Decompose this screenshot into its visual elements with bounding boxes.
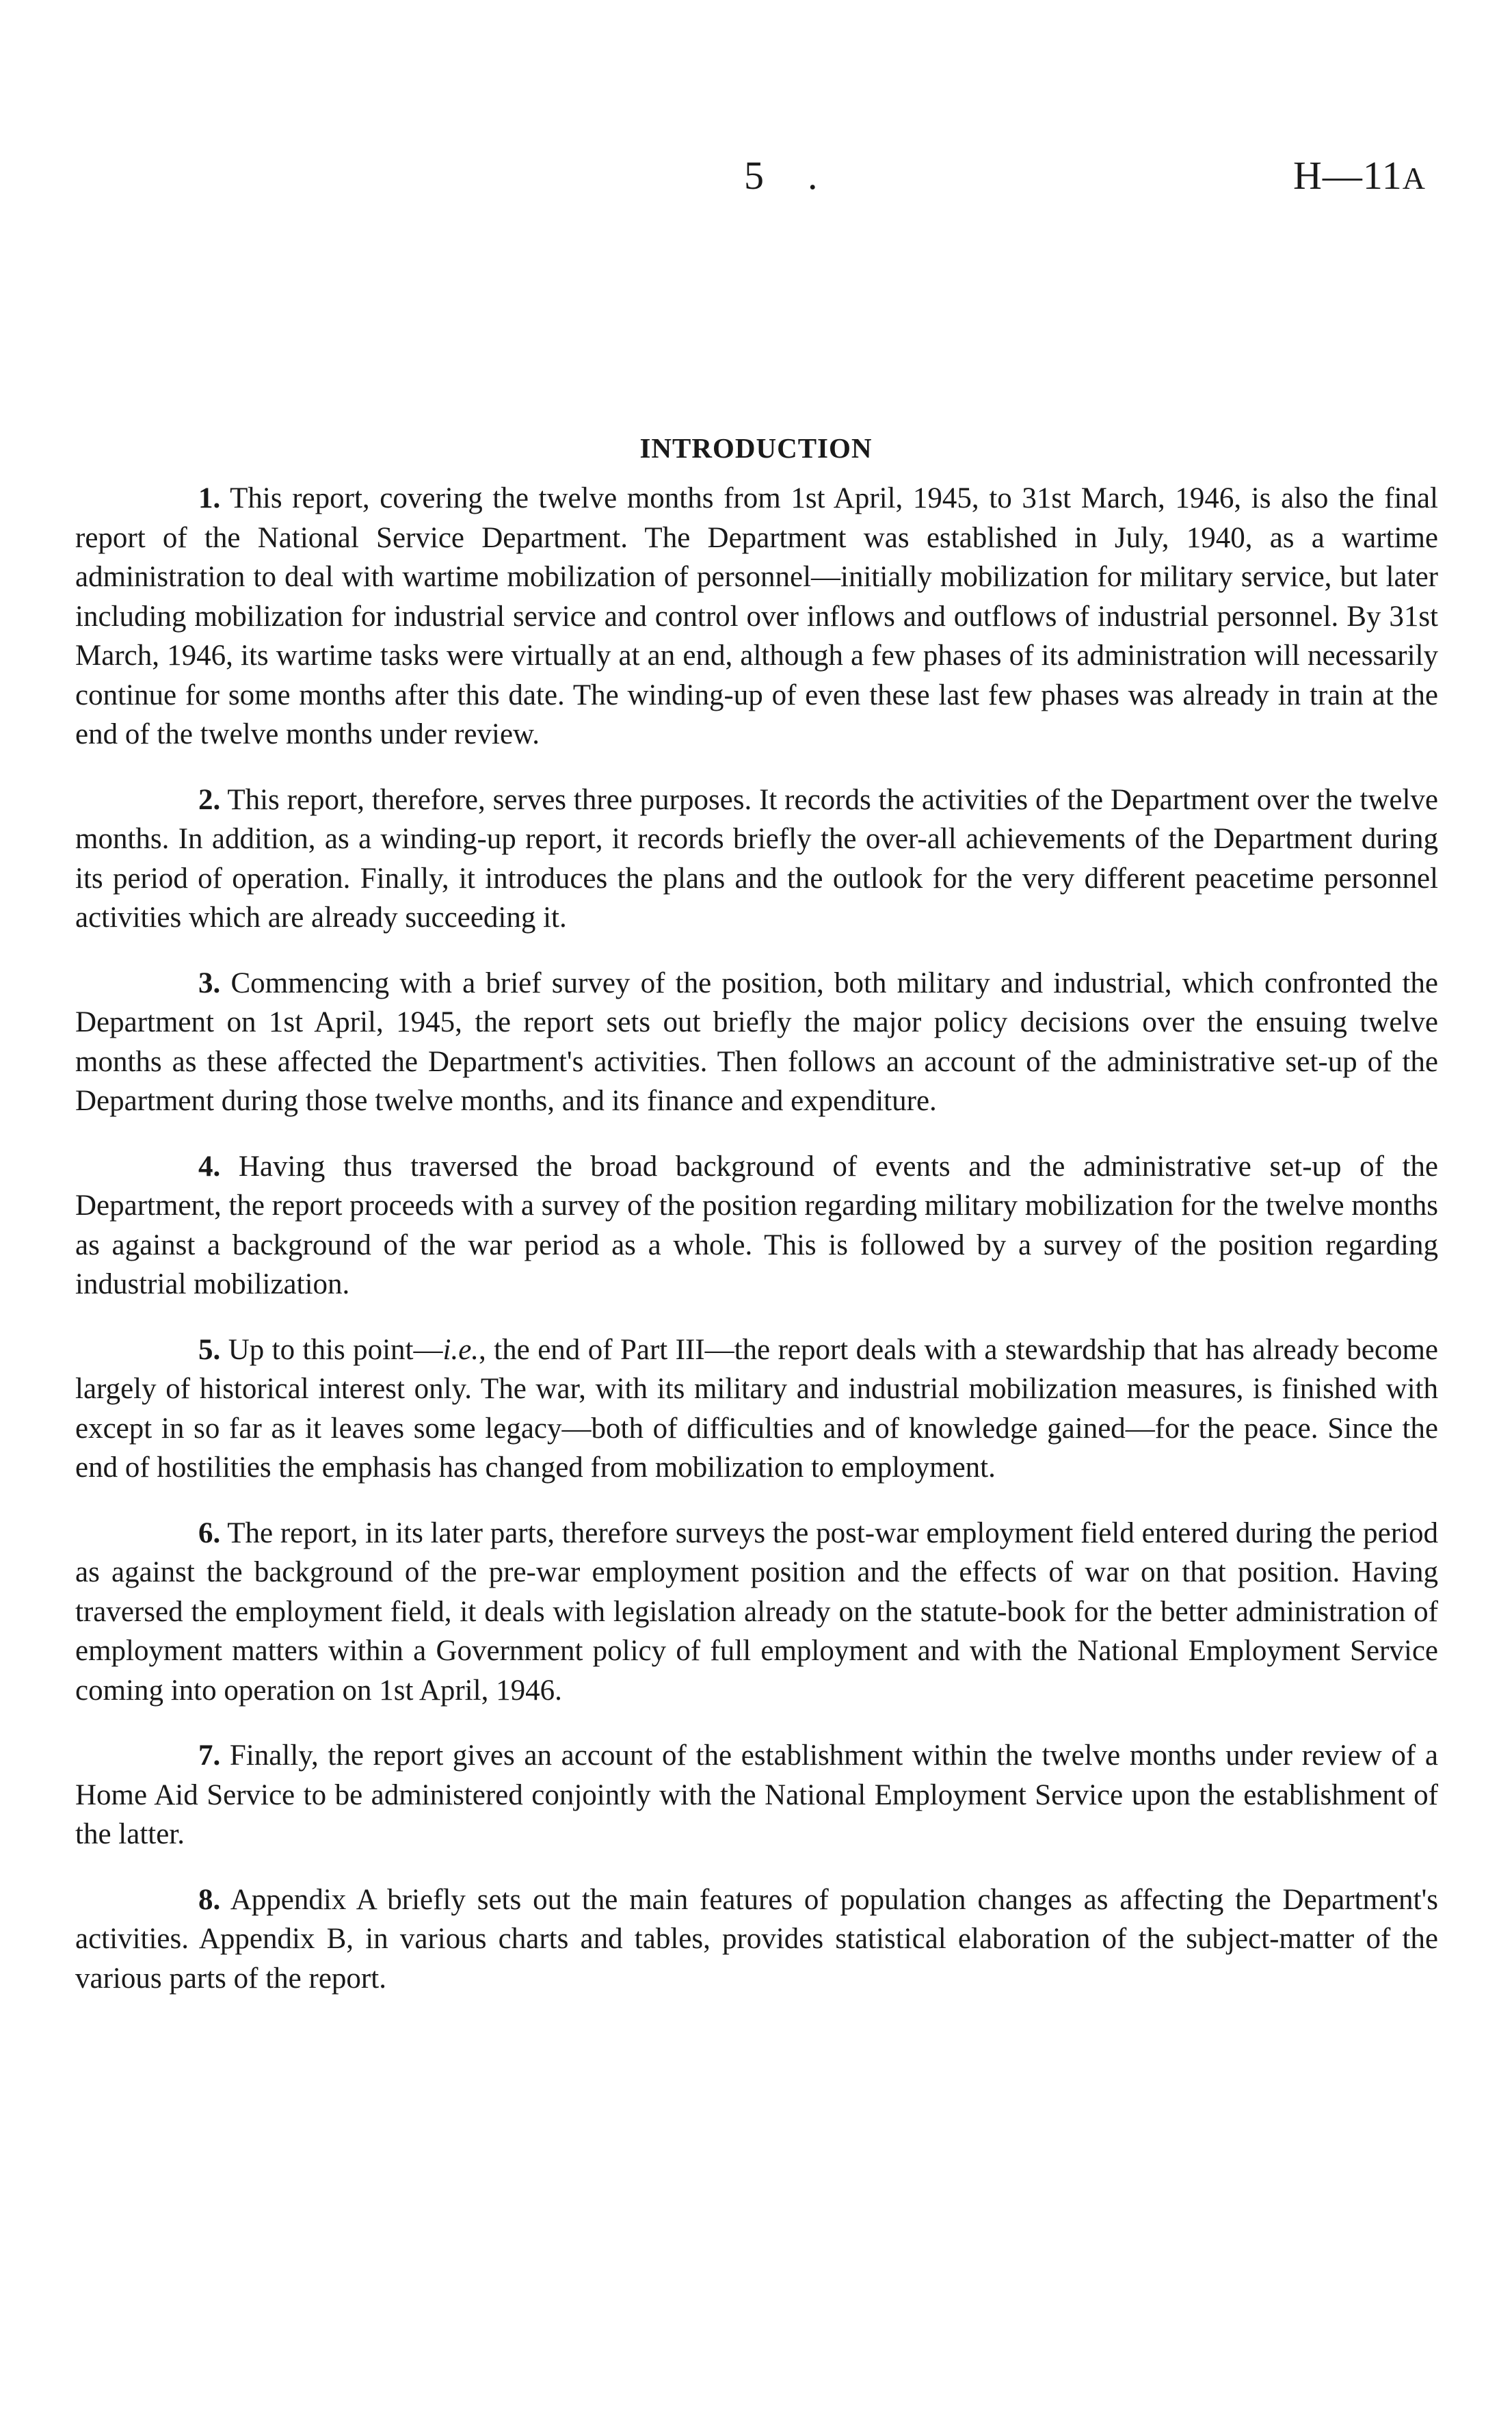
paragraph-number: 1.: [198, 482, 221, 514]
paragraph-number: 8.: [198, 1883, 221, 1916]
paragraph-italic-text: i.e.: [442, 1333, 479, 1366]
document-code: [1293, 152, 1426, 202]
running-head: [0, 152, 1512, 200]
paragraph-text: Up to this point—: [228, 1333, 443, 1366]
page-number: 5: [744, 153, 764, 198]
paragraph-8: [75, 1880, 1438, 1999]
paragraph-text: Finally, the report gives an account of the establishment within the twelve months under review of a Home Aid Service to be administered conjointly with the National Employment Service upon the establishment of the latter.: [75, 1739, 1438, 1850]
paragraph-7: [75, 1736, 1438, 1854]
paragraph-number: 7.: [198, 1739, 221, 1772]
paragraph-3: [75, 964, 1438, 1121]
paragraph-1: [75, 479, 1438, 754]
paragraph-text: Commencing with a brief survey of the position, both military and industrial, which confronted the Department on 1st April, 1945, the report sets out briefly the major policy decisions over the ensuing twelve months as these affected the Department's activities. Then follows an account of the administrative set-up of the Department during those twelve months, and its finance and expenditure.: [75, 967, 1439, 1117]
paragraph-5: [75, 1330, 1438, 1488]
paragraph-number: 4.: [198, 1150, 221, 1183]
paragraph-6: [75, 1514, 1438, 1711]
paragraph-text: Appendix A briefly sets out the main features of population changes as affecting the Department's activities. Appendix B, in various charts and tables, provides statistical elaboration of the subject-matter of the various parts of the report.: [75, 1883, 1438, 1995]
paragraph-number: 2.: [198, 783, 221, 816]
paragraph-4: [75, 1147, 1438, 1304]
paragraph-number: 5.: [198, 1333, 221, 1366]
paragraph-text: This report, therefore, serves three purposes. It records the activities of the Department over the twelve months. In addition, as a winding-up report, it records briefly the over-all achievements of the Department during its period of operation. Finally, it introduces the plans and the outlook for the very different peacetime personnel activities which are already succeeding it.: [75, 783, 1438, 934]
paragraph-text: The report, in its later parts, therefore surveys the post-war employment field entered during the period as against the background of the pre-war employment position and the effects of war on that position. Having traversed the employment field, it deals with legislation already on the statute-book for the better administration of employment matters within a Government policy of full employment and with the National Employment Service coming into operation on 1st April, 1946.: [75, 1516, 1439, 1707]
document-code-prefix: H—11: [1293, 153, 1403, 198]
paragraph-number: 6.: [198, 1516, 221, 1549]
document-code-suffix: A: [1402, 161, 1426, 196]
paragraph-text: Having thus traversed the broad background of events and the administrative set-up of the Department, the report proceeds with a survey of the position regarding military mobilization for the twelve months as against a background of the war period as a whole. This is followed by a survey of the position regarding industrial mobilization.: [75, 1150, 1438, 1300]
paragraph-number: 3.: [198, 967, 221, 999]
paragraph-text-continued: , the end of Part III—the report deals with a stewardship that has already become largely of historical interest only. The war, with its military and industrial mobilization measures, is finished with except in so far as it leaves some legacy—both of difficulties and of knowledge gained—for the peace. Since the end of hostilities the emphasis has changed from mobilization to employment.: [75, 1333, 1438, 1484]
paragraph-2: [75, 780, 1438, 938]
paragraph-text: This report, covering the twelve months from 1st April, 1945, to 31st March, 1946, is also the final report of the National Service Department. The Department was established in July, 1940, as a wartime administration to deal with wartime mobilization of personnel—initially mobilization for military service, but later including mobilization for industrial service and control over inflows and outflows of industrial personnel. By 31st March, 1946, its wartime tasks were virtually at an end, although a few phases of its administration will necessarily continue for some months after this date. The winding-up of even these last few phases was already in train at the end of the twelve months under review.: [75, 482, 1438, 750]
header-separator: .: [808, 153, 818, 198]
section-title: INTRODUCTION: [639, 432, 873, 464]
body-text: [75, 479, 1438, 2024]
